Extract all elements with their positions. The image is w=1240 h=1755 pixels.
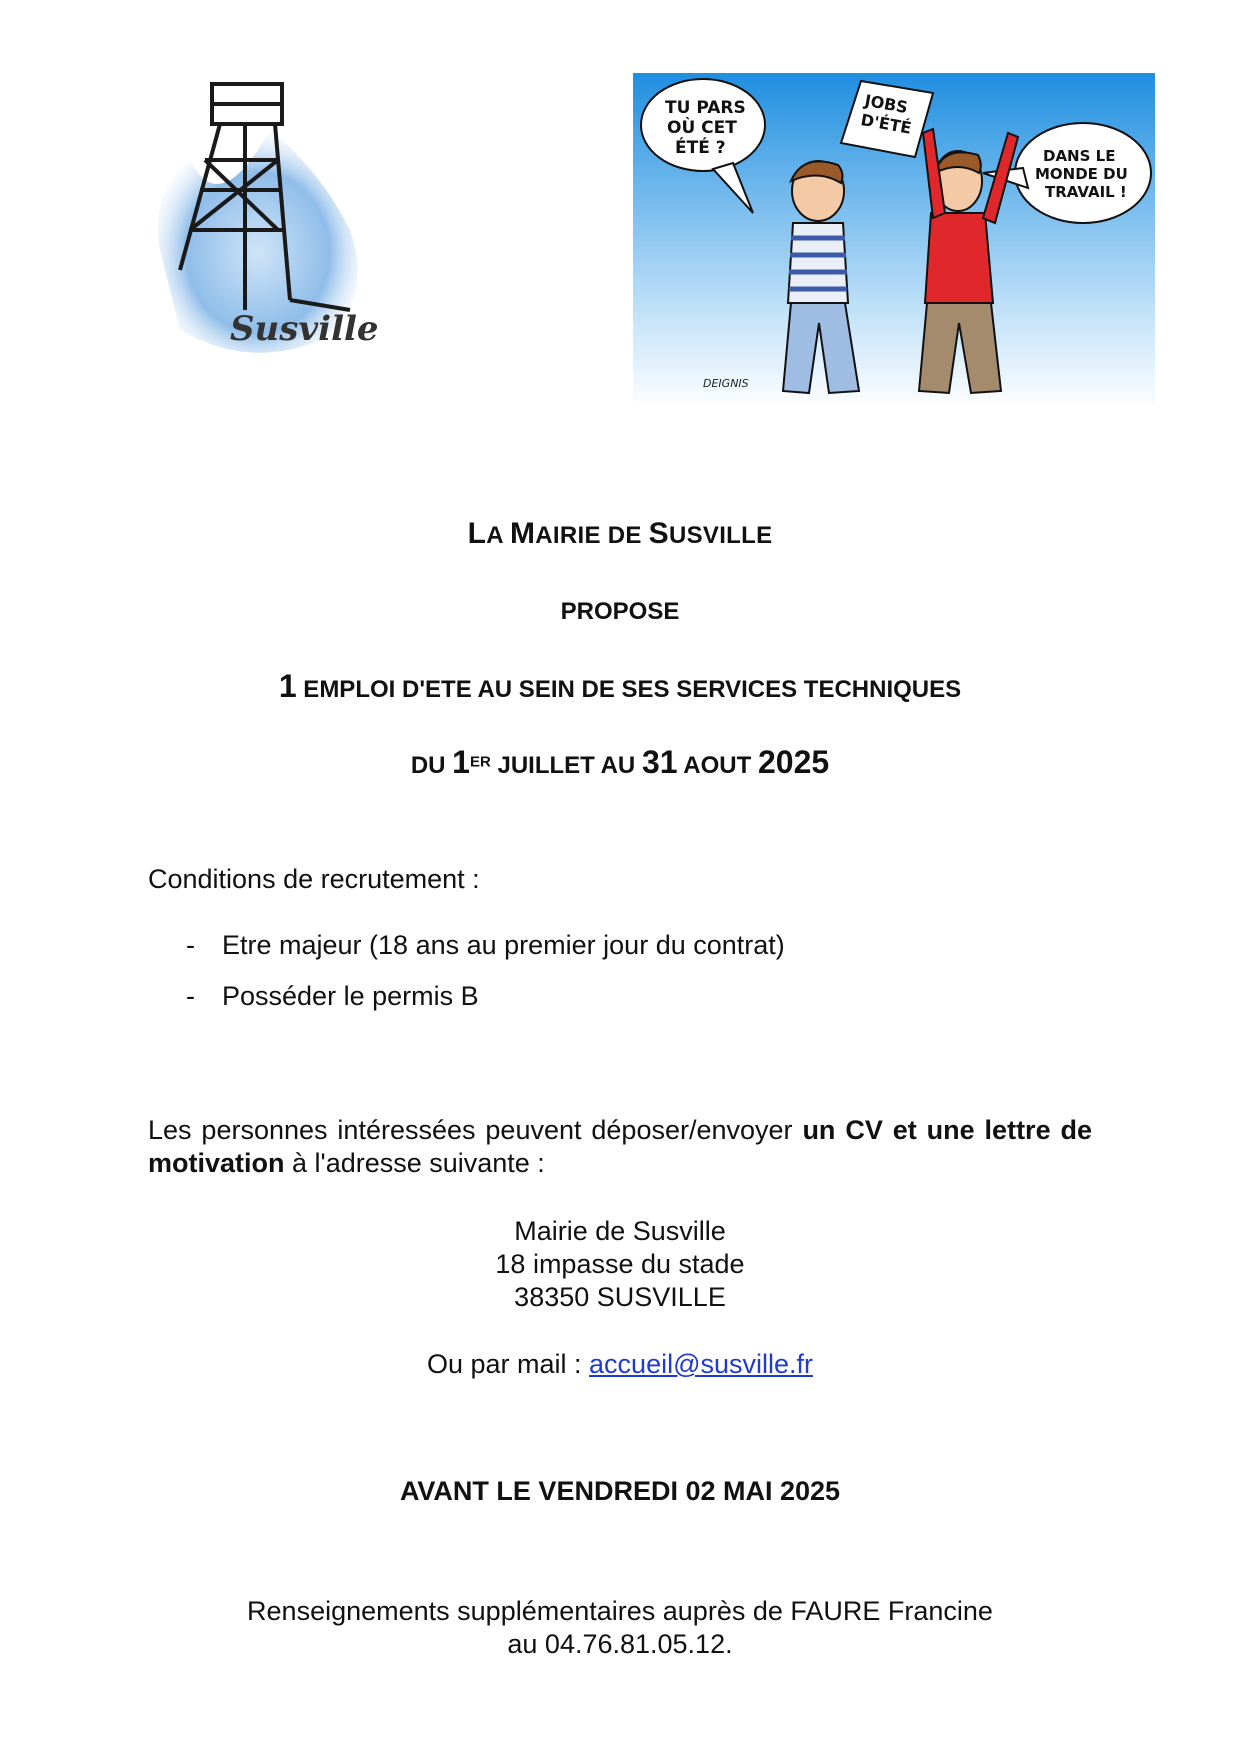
- cartoon-illustration: [633, 73, 1155, 409]
- bubble-left-line2: OÙ CET: [667, 118, 737, 138]
- address-line3: 38350 SUSVILLE: [514, 1282, 726, 1312]
- application-bold: un CV et une lettre de motivation: [148, 1115, 1092, 1178]
- condition-text: Posséder le permis B: [222, 981, 479, 1011]
- sign-line1: JOBS: [863, 90, 910, 118]
- conditions-heading: Conditions de recrutement :: [148, 864, 480, 894]
- address-line2: 18 impasse du stade: [495, 1249, 745, 1279]
- job-text: EMPLOI D'ETE AU SEIN DE SES SERVICES TECHNIQUES: [296, 676, 962, 703]
- title-part: M: [509, 517, 536, 550]
- logo-text: Susville: [230, 309, 379, 349]
- page-title: [0, 517, 1240, 551]
- application-paragraph: [148, 1114, 1092, 1180]
- job-number: 1: [278, 668, 297, 704]
- sign-line2: D'ÉTÉ: [859, 110, 913, 138]
- dates-part: 2025: [757, 744, 830, 780]
- condition-text: Etre majeur (18 ans au premier jour du contrat): [222, 930, 785, 960]
- cartoon-signature: DEIGNIS: [703, 377, 749, 390]
- contact-line1: Renseignements supplémentaires auprès de FAURE Francine: [247, 1596, 993, 1626]
- dates-part: 31: [641, 744, 678, 780]
- job-heading: [0, 668, 1240, 705]
- dates-part: JUILLET AU: [490, 752, 642, 779]
- dates-part: DU: [410, 752, 453, 779]
- title-part: S: [648, 517, 669, 550]
- application-text: à l'adresse suivante :: [284, 1148, 545, 1178]
- bubble-right-line3: TRAVAIL !: [1045, 183, 1127, 201]
- title-part: A: [486, 522, 510, 549]
- mail-link[interactable]: accueil@susville.fr: [589, 1349, 814, 1379]
- dates-part: ER: [469, 753, 491, 771]
- bubble-left-line3: ÉTÉ ?: [675, 138, 726, 158]
- address-line1: Mairie de Susville: [514, 1216, 726, 1246]
- dates-heading: [0, 744, 1240, 781]
- dates-part: 1: [452, 744, 470, 780]
- propose-heading: PROPOSE: [560, 598, 680, 625]
- bubble-left-line1: TU PARS: [665, 98, 746, 118]
- contact-line2: au 04.76.81.05.12.: [507, 1629, 733, 1659]
- condition-item: - Posséder le permis B: [186, 981, 479, 1011]
- deadline: AVANT LE VENDREDI 02 MAI 2025: [399, 1476, 841, 1506]
- bubble-right-line1: DANS LE: [1043, 147, 1116, 165]
- susville-logo: [150, 70, 380, 380]
- title-part: AIRIE DE: [535, 522, 649, 549]
- bubble-right-line2: MONDE DU: [1035, 165, 1128, 183]
- mail-line: [0, 1348, 1240, 1381]
- condition-item: - Etre majeur (18 ans au premier jour du contrat): [186, 930, 785, 960]
- dates-part: AOUT: [677, 752, 758, 779]
- title-part: L: [467, 517, 487, 550]
- title-part: USVILLE: [668, 522, 773, 549]
- application-text: Les personnes intéressées peuvent déposer/envoyer: [148, 1115, 803, 1145]
- mail-label: Ou par mail :: [426, 1349, 590, 1379]
